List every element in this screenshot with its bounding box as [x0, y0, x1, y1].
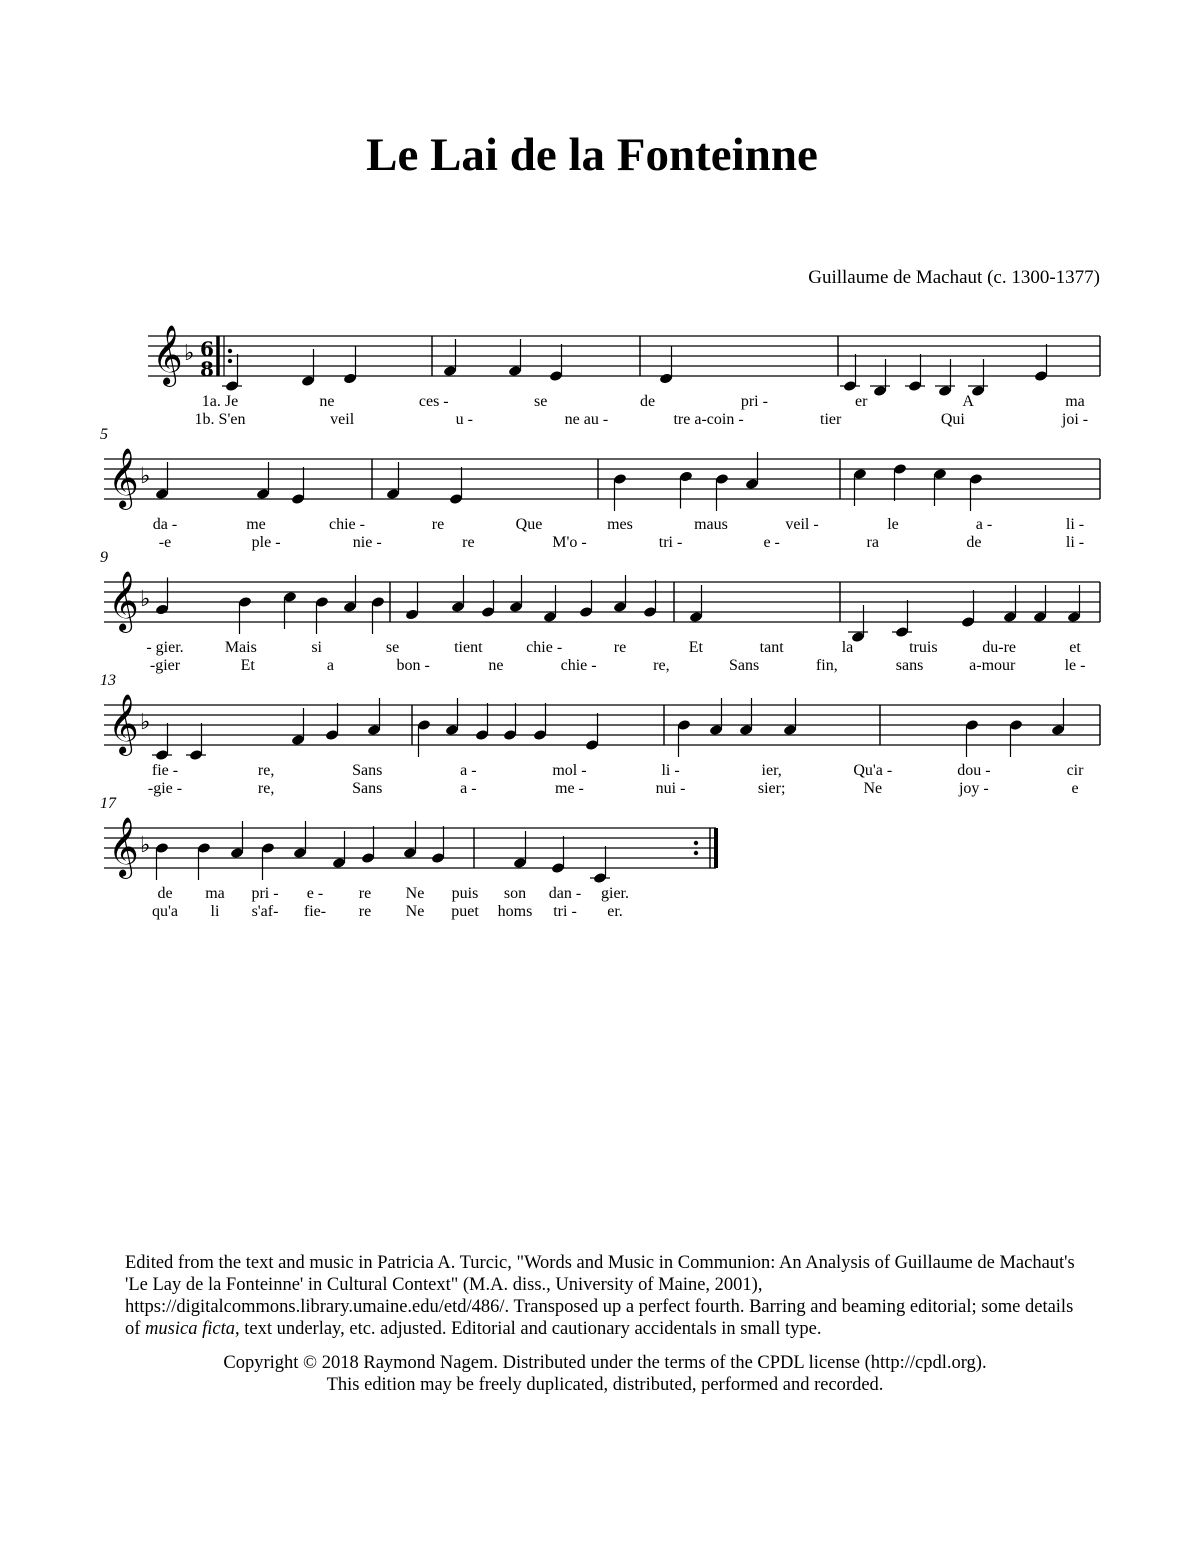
lyric-syllable-verse2: 1b. S'en [194, 411, 246, 428]
time-signature-top: 6 [200, 337, 214, 361]
lyric-syllable-verse1: pri - [251, 885, 279, 902]
lyric-syllable-verse2: re [358, 903, 372, 920]
lyric-syllable-verse2: veil [330, 411, 355, 428]
lyric-syllable-verse1: ne [319, 393, 335, 410]
lyric-syllable-verse2: e - [763, 534, 780, 551]
measure-number: 17 [100, 795, 116, 812]
lyric-syllable-verse2: qu'a [152, 903, 178, 920]
lyric-syllable-verse2: me - [555, 780, 584, 797]
staff-system [148, 325, 1100, 397]
lyric-syllable-verse2: ne [488, 657, 504, 674]
lyric-syllable-verse1: de [157, 885, 173, 902]
lyric-syllable-verse2: Qui [940, 411, 965, 428]
lyric-syllable-verse2: sier; [757, 780, 786, 797]
lyric-syllable-verse2: nie - [352, 534, 382, 551]
lyric-syllable-verse1: da - [152, 516, 178, 533]
repeat-dot [694, 841, 698, 845]
lyric-syllable-verse1: son [503, 885, 527, 902]
lyric-syllable-verse2: Ne [863, 780, 883, 797]
lyric-syllable-verse2: li - [1065, 534, 1085, 551]
staff-system [104, 448, 1100, 511]
lyric-syllable-verse1: Et [688, 639, 703, 656]
measure-number: 9 [100, 549, 108, 566]
lyric-syllable-verse2: Et [240, 657, 255, 674]
treble-clef-icon: 𝄞 [108, 694, 139, 754]
staff-system [104, 694, 1100, 761]
lyric-syllable-verse1: li - [1065, 516, 1085, 533]
flat-key-signature-icon: ♭ [184, 341, 195, 366]
lyric-syllable-verse2: tri - [658, 534, 683, 551]
lyric-syllable-verse1: si [311, 639, 322, 656]
lyric-syllable-verse1: se [385, 639, 400, 656]
lyric-syllable-verse2: sans [895, 657, 924, 674]
lyric-syllable-verse1: la [841, 639, 854, 656]
lyric-syllable-verse1: li - [661, 762, 680, 779]
lyric-syllable-verse2: bon - [396, 657, 430, 674]
page-title: Le Lai de la Fonteinne [366, 129, 818, 181]
lyric-syllable-verse2: re, [257, 780, 275, 797]
lyric-syllable-verse2: a - [460, 780, 477, 797]
lyric-syllable-verse2: joy - [958, 780, 989, 797]
lyric-syllable-verse2: nui - [655, 780, 686, 797]
lyric-syllable-verse2: puet [451, 903, 479, 920]
lyric-syllable-verse1: re [613, 639, 627, 656]
lyric-syllable-verse2: le - [1064, 657, 1086, 674]
lyric-syllable-verse2: re, [653, 657, 670, 674]
lyric-syllable-verse1: fie - [151, 762, 179, 779]
lyric-syllable-verse1: ces - [418, 393, 449, 410]
staff-system [104, 571, 1100, 643]
repeat-dot [694, 851, 698, 855]
lyric-syllable-verse1: tant [759, 639, 784, 656]
lyric-syllable-verse1: truis [909, 639, 938, 656]
copyright-notice [125, 1352, 1085, 1396]
lyric-syllable-verse1: er [855, 393, 868, 410]
lyric-syllable-verse1: - gier. [146, 639, 184, 656]
flat-key-signature-icon: ♭ [140, 464, 151, 489]
lyric-syllable-verse1: e - [306, 885, 324, 902]
lyric-syllable-verse1: et [1069, 639, 1081, 656]
lyric-syllable-verse1: veil - [785, 516, 819, 533]
lyric-syllable-verse2: de [966, 534, 982, 551]
lyric-syllable-verse2: fin, [815, 657, 838, 674]
staff-system [104, 817, 716, 884]
lyric-syllable-verse2: Sans [352, 780, 383, 797]
lyric-syllable-verse2: re [462, 534, 475, 551]
lyric-syllable-verse2: chie - [560, 657, 597, 674]
editorial-note: Edited from the text and music in Patricia A. Turcic, "Words and Music in Communion: An Analysis of Guillaume de Machaut's 'Le Lay de la Fonteinne' in Cultural Context" (M.A. diss., University of Maine, 2001), https://digitalcommons.library.umaine.edu/etd/486/. Transposed up a perfect fourth. Barring and beaming editorial; some details of musica ficta, text underlay, etc. adjusted. Editorial and cautionary accidentals in small type. [125, 1253, 1075, 1339]
lyric-syllable-verse1: Que [515, 516, 543, 533]
lyric-syllable-verse2: u - [455, 411, 473, 428]
lyric-syllable-verse2: -gier [149, 657, 181, 674]
lyric-syllable-verse1: me [246, 516, 266, 533]
lyric-syllable-verse2: ra [866, 534, 879, 551]
lyric-syllable-verse2: fie- [303, 903, 327, 920]
lyric-syllable-verse1: ma [1065, 393, 1085, 410]
lyric-syllable-verse1: mol - [552, 762, 587, 779]
flat-key-signature-icon: ♭ [140, 833, 151, 858]
lyric-syllable-verse1: a - [975, 516, 993, 533]
lyric-syllable-verse2: M'o - [552, 534, 587, 551]
copyright-line-1: Copyright © 2018 Raymond Nagem. Distributed under the terms of the CPDL license (http://cpdl.org). [223, 1353, 987, 1373]
repeat-dot [228, 349, 232, 353]
copyright-line-2: This edition may be freely duplicated, distributed, performed and recorded. [326, 1375, 884, 1395]
lyric-syllable-verse1: Ne [405, 885, 425, 902]
lyric-syllable-verse2: li [210, 903, 220, 920]
lyric-syllable-verse2: tri - [553, 903, 577, 920]
repeat-dot [228, 359, 232, 363]
lyric-syllable-verse2: Sans [728, 657, 760, 674]
lyric-syllable-verse1: re [431, 516, 445, 533]
treble-clef-icon: 𝄞 [108, 448, 139, 508]
lyric-syllable-verse2: joi - [1061, 411, 1089, 428]
lyric-syllable-verse1: maus [694, 516, 728, 533]
treble-clef-icon: 𝄞 [152, 325, 183, 385]
lyric-syllable-verse2: ple - [251, 534, 281, 551]
flat-key-signature-icon: ♭ [140, 587, 151, 612]
lyric-syllable-verse1: puis [451, 885, 479, 902]
lyric-syllable-verse1: Qu'a - [853, 762, 893, 779]
lyric-syllable-verse1: Sans [352, 762, 383, 779]
flat-key-signature-icon: ♭ [140, 710, 151, 735]
lyric-syllable-verse2: s'af- [251, 903, 279, 920]
lyric-syllable-verse1: 1a. Je [201, 393, 239, 410]
lyric-syllable-verse1: tient [454, 639, 483, 656]
treble-clef-icon: 𝄞 [108, 571, 139, 631]
lyric-syllable-verse2: -e [158, 534, 172, 551]
lyric-syllable-verse1: Mais [224, 639, 257, 656]
treble-clef-icon: 𝄞 [108, 817, 139, 877]
lyric-syllable-verse1: chie - [526, 639, 563, 656]
measure-number: 13 [100, 672, 116, 689]
lyric-syllable-verse2: tre a-coin - [673, 411, 744, 428]
lyric-syllable-verse1: mes [607, 516, 633, 533]
lyric-syllable-verse1: pri - [740, 393, 768, 410]
lyric-syllable-verse2: a [326, 657, 335, 674]
lyric-syllable-verse2: er. [607, 903, 623, 920]
lyric-syllable-verse1: A [962, 393, 974, 410]
lyric-syllable-verse2: -gie - [147, 780, 183, 797]
time-signature-bottom: 8 [200, 357, 214, 381]
lyric-syllable-verse1: dou - [957, 762, 991, 779]
measure-number: 5 [100, 426, 108, 443]
lyric-syllable-verse1: dan - [548, 885, 582, 902]
edition-notes [125, 1252, 1085, 1408]
lyric-syllable-verse2: tier [820, 411, 842, 428]
lyric-syllable-verse2: ne au - [564, 411, 609, 428]
lyric-syllable-verse1: le [887, 516, 899, 533]
composer-credit: Guillaume de Machaut (c. 1300-1377) [808, 267, 1100, 288]
lyric-syllable-verse1: chie - [329, 516, 365, 533]
lyric-syllable-verse1: de [639, 393, 656, 410]
lyric-syllable-verse1: ma [205, 885, 225, 902]
lyric-syllable-verse1: a - [460, 762, 477, 779]
lyric-syllable-verse1: re [358, 885, 372, 902]
lyric-syllable-verse1: ier, [761, 762, 782, 779]
lyric-syllable-verse2: a-mour [969, 657, 1016, 674]
lyric-syllable-verse1: se [533, 393, 548, 410]
lyric-syllable-verse1: cir [1066, 762, 1084, 779]
lyric-syllable-verse2: Ne [405, 903, 425, 920]
lyric-syllable-verse2: e [1071, 780, 1079, 797]
lyric-syllable-verse1: du-re [982, 639, 1017, 656]
lyric-syllable-verse1: re, [257, 762, 275, 779]
lyric-syllable-verse1: gier. [601, 885, 629, 902]
lyric-syllable-verse2: homs [497, 903, 533, 920]
